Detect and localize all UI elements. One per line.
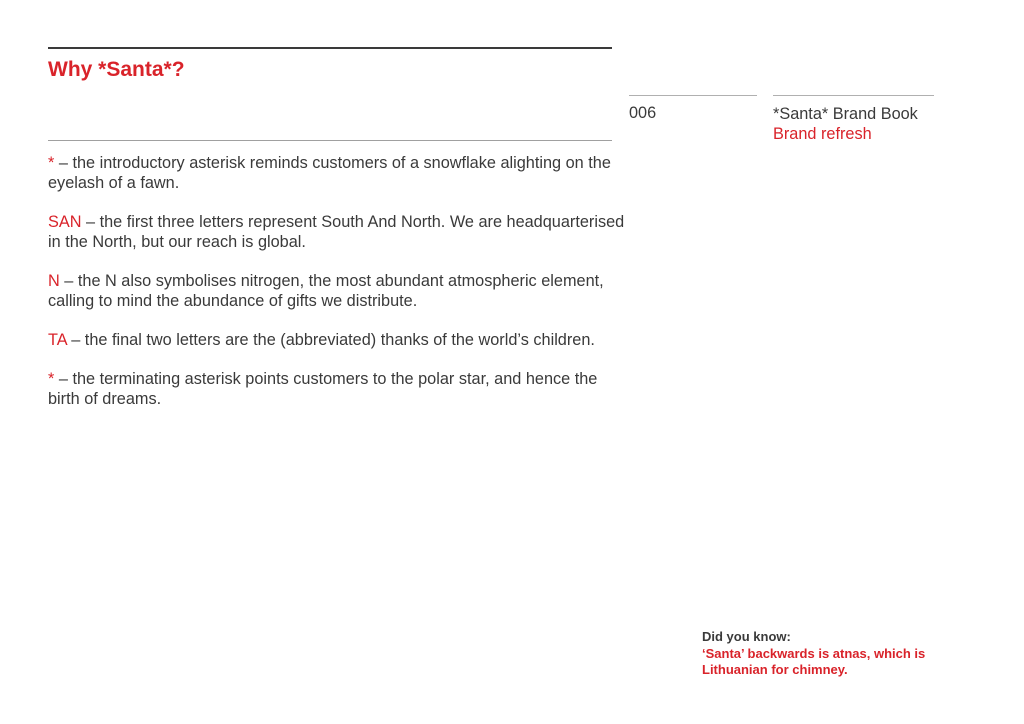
point-key: TA: [48, 331, 67, 349]
book-title-rule: [773, 95, 934, 96]
point-text: – the terminating asterisk points customers to the polar star, and hence the birth of dreams.: [48, 370, 598, 408]
list-item: [48, 153, 628, 193]
section-rule: [48, 140, 612, 141]
book-title: *Santa* Brand Book: [773, 105, 918, 123]
point-key: SAN: [48, 213, 82, 231]
list-item: [48, 212, 628, 252]
list-item: [48, 330, 628, 350]
point-key: *: [48, 370, 55, 388]
list-item: [48, 271, 628, 311]
top-rule: [48, 47, 612, 49]
did-you-know-label: Did you know:: [702, 629, 791, 644]
did-you-know-text: ‘Santa’ backwards is atnas, which is Lithuanian for chimney.: [702, 645, 926, 677]
did-you-know-note: [702, 629, 992, 679]
page-number: 006: [629, 104, 657, 122]
point-text: – the introductory asterisk reminds customers of a snowflake alighting on the eyelash of a fawn.: [48, 154, 611, 192]
point-text: – the N also symbolises nitrogen, the most abundant atmospheric element, calling to mind the abundance of gifts we distribute.: [48, 272, 604, 310]
page-title: Why *Santa*?: [48, 58, 185, 81]
list-item: [48, 369, 628, 409]
point-key: *: [48, 154, 55, 172]
point-text: – the final two letters are the (abbreviated) thanks of the world’s children.: [66, 331, 595, 349]
page-number-rule: [629, 95, 757, 96]
name-breakdown-list: [48, 153, 628, 428]
point-text: – the first three letters represent South And North. We are headquarterised in the North, but our reach is global.: [48, 213, 625, 251]
book-subtitle: Brand refresh: [773, 125, 872, 143]
point-key: N: [48, 272, 60, 290]
